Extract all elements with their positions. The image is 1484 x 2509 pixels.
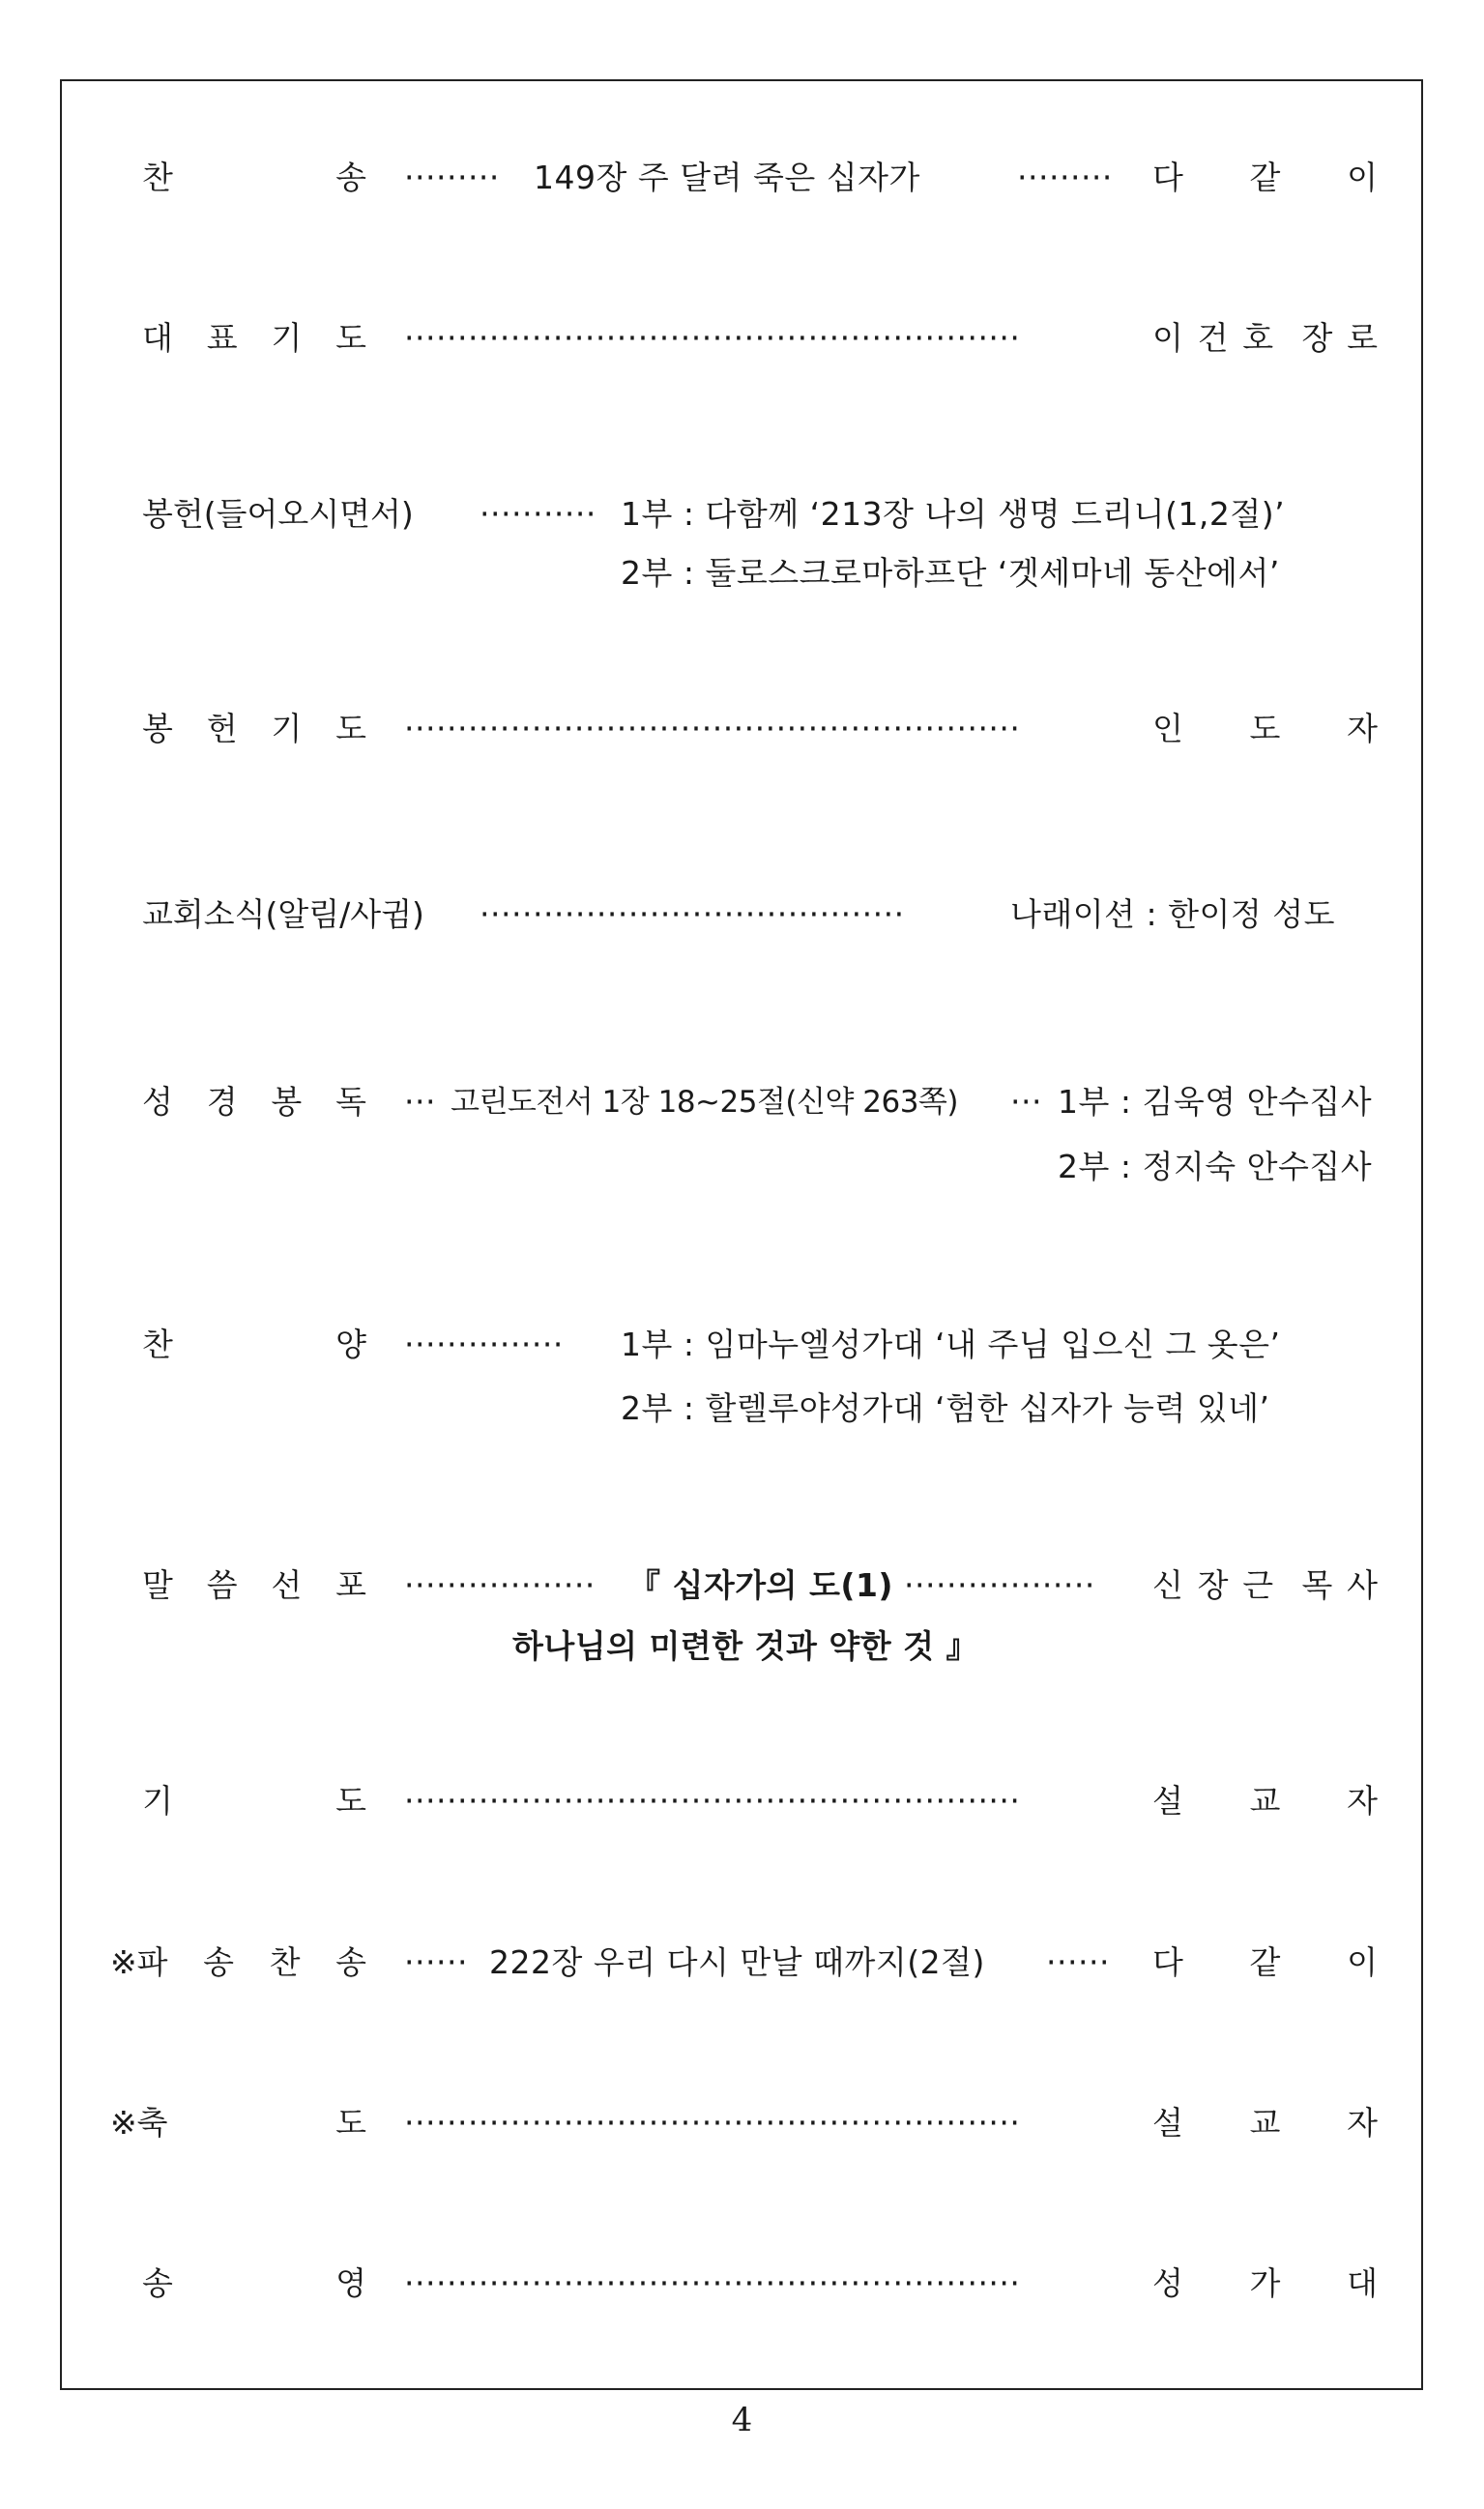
label-char: 성 — [142, 1083, 173, 1121]
label-char: 헌 — [206, 710, 238, 747]
right-char: 대 — [1347, 2264, 1378, 2302]
right-char: 호 — [1242, 319, 1274, 357]
right-char: 설 — [1152, 2104, 1183, 2142]
right-char: 이 — [1152, 319, 1183, 357]
label-char: 봉 — [142, 710, 173, 747]
right-char: 자 — [1347, 1782, 1378, 1820]
item-label-scripture-reading — [142, 1083, 366, 1122]
leader-dots: ······ — [1046, 1943, 1110, 1981]
bulletin-frame — [60, 79, 1423, 2390]
prayer-leader-name — [1152, 319, 1378, 358]
right-char: 가 — [1249, 2264, 1281, 2302]
benediction-by-preacher — [1152, 2104, 1378, 2143]
label-char: ※축 — [110, 2104, 168, 2142]
offering-part1: 1부 : 다함께 ‘213장 나의 생명 드리니(1,2절)’ — [621, 495, 1286, 533]
preacher-name — [1152, 1566, 1378, 1605]
item-label-praise — [142, 1326, 366, 1364]
right-char: 교 — [1249, 2104, 1281, 2142]
scripture-reference: 고린도전서 1장 18~25절(신약 263쪽) — [451, 1085, 958, 1120]
narration-name: 나래이션 : 한이정 성도 — [1010, 895, 1335, 933]
choir-part2: 2부 : 할렐루야성가대 ‘험한 십자가 능력 있네’ — [621, 1389, 1270, 1427]
label-char: 송 — [335, 1943, 366, 1981]
right-char: 다 — [1152, 1943, 1183, 1981]
leader-dots: ········· — [1017, 159, 1113, 196]
label-char: 도 — [335, 710, 366, 747]
right-char: 장 — [1301, 319, 1333, 357]
item-label-hymn — [142, 159, 366, 197]
doxology-by-choir — [1152, 2264, 1378, 2303]
hymn-title: 149장 주 달려 죽은 십자가 — [534, 159, 920, 196]
item-label-sending-hymn — [110, 1943, 366, 1982]
right-char: 같 — [1249, 159, 1281, 196]
label-char: 찬 — [142, 1326, 173, 1363]
right-char: 이 — [1347, 159, 1378, 196]
leader-dots: ·························································· — [404, 2104, 1021, 2142]
right-char: 로 — [1347, 319, 1378, 357]
item-label-benediction — [110, 2104, 366, 2143]
right-char: 근 — [1242, 1566, 1274, 1604]
label-char: 대 — [142, 319, 173, 357]
leader-dots: ·················· — [404, 1566, 596, 1604]
right-char: 도 — [1249, 710, 1281, 747]
label-char: 송 — [142, 2264, 173, 2302]
prayer-by-preacher — [1152, 1782, 1378, 1821]
label-char: 도 — [335, 319, 366, 357]
label-char: 양 — [335, 1326, 366, 1363]
label-char: 송 — [203, 1943, 235, 1981]
label-char: 찬 — [142, 159, 173, 196]
item-label-offering: 봉헌(들어오시면서) — [142, 495, 414, 533]
item-label-church-news: 교회소식(알림/사귐) — [142, 895, 424, 933]
leader-dots: ·························································· — [404, 1782, 1021, 1820]
label-char: 기 — [142, 1782, 173, 1820]
leader-dots: ······ — [404, 1943, 468, 1981]
label-char: 기 — [271, 710, 303, 747]
leader-dots: ·························································· — [404, 710, 1021, 747]
sermon-title: 『 십자가의 도(1) — [628, 1566, 893, 1604]
offering-part2: 2부 : 둘로스크로마하프단 ‘겟세마네 동산에서’ — [621, 554, 1280, 592]
sending-hymn-title: 222장 우리 다시 만날 때까지(2절) — [489, 1943, 985, 1981]
leader-dots: ········································ — [480, 895, 905, 933]
label-char: 찬 — [269, 1943, 301, 1981]
right-char: 신 — [1152, 1566, 1183, 1604]
performer-all — [1152, 1943, 1378, 1982]
offering-prayer-leader — [1152, 710, 1378, 748]
right-char: 건 — [1197, 319, 1229, 357]
choir-part1: 1부 : 임마누엘성가대 ‘내 주님 입으신 그 옷은’ — [621, 1326, 1281, 1363]
label-char: 도 — [335, 2104, 366, 2142]
reader-part2: 2부 : 정지숙 안수집사 — [1058, 1148, 1373, 1185]
right-char: 인 — [1152, 710, 1183, 747]
leader-dots: ··· — [404, 1083, 436, 1121]
item-label-offering-prayer — [142, 710, 366, 748]
right-char: 교 — [1249, 1782, 1281, 1820]
performer-all — [1152, 159, 1378, 197]
item-label-prayer — [142, 1782, 366, 1821]
label-char: ※파 — [110, 1943, 168, 1981]
item-label-doxology — [142, 2264, 366, 2303]
right-char: 다 — [1152, 159, 1183, 196]
right-char: 목 — [1301, 1566, 1333, 1604]
label-char: 영 — [335, 2264, 366, 2302]
label-char: 표 — [206, 319, 238, 357]
label-char: 씀 — [206, 1566, 238, 1604]
item-label-sermon — [142, 1566, 366, 1605]
right-char: 자 — [1347, 2104, 1378, 2142]
leader-dots: ········· — [404, 159, 500, 196]
leader-dots: ··········· — [480, 495, 597, 533]
right-char: 이 — [1347, 1943, 1378, 1981]
label-char: 포 — [335, 1566, 366, 1604]
label-char: 송 — [335, 159, 366, 196]
page-number: 4 — [731, 2401, 753, 2439]
reader-part1: 1부 : 김욱영 안수집사 — [1058, 1083, 1373, 1121]
item-label-representative-prayer — [142, 319, 366, 358]
right-char: 사 — [1347, 1566, 1378, 1604]
leader-dots: ·························································· — [404, 319, 1021, 357]
right-char: 설 — [1152, 1782, 1183, 1820]
leader-dots: ··············· — [404, 1326, 564, 1363]
right-char: 자 — [1347, 710, 1378, 747]
label-char: 선 — [271, 1566, 303, 1604]
label-char: 경 — [206, 1083, 238, 1121]
leader-dots: ·················· — [904, 1566, 1095, 1604]
label-char: 도 — [335, 1782, 366, 1820]
label-char: 말 — [142, 1566, 173, 1604]
right-char: 성 — [1152, 2264, 1183, 2302]
label-char: 독 — [335, 1083, 366, 1121]
right-char: 장 — [1197, 1566, 1229, 1604]
right-char: 같 — [1249, 1943, 1281, 1981]
label-char: 기 — [271, 319, 303, 357]
sermon-subtitle: 하나님의 미련한 것과 약한 것 』 — [512, 1627, 978, 1665]
leader-dots: ··· — [1010, 1083, 1042, 1121]
label-char: 봉 — [271, 1083, 303, 1121]
leader-dots: ·························································· — [404, 2264, 1021, 2302]
